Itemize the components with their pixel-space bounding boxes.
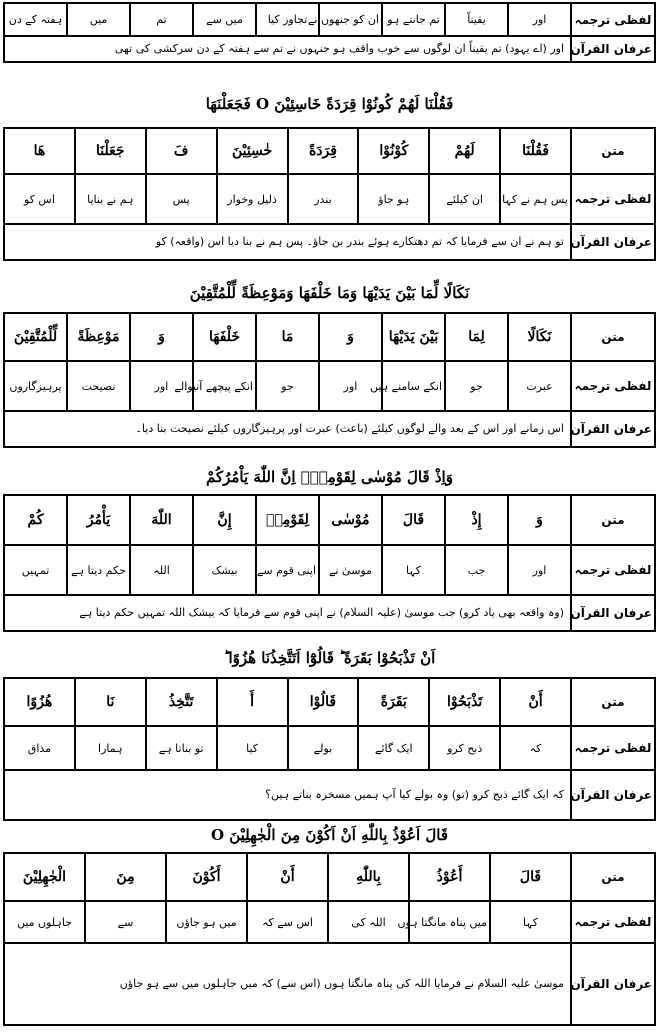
matn-word: وَ	[319, 313, 382, 361]
matn-word: وَ	[508, 495, 571, 545]
lafzi-word: بندر	[288, 174, 359, 224]
lafzi-word: ہمارا	[75, 726, 146, 770]
lafzi-word: اللہ	[130, 545, 193, 595]
matn-label: متن	[571, 128, 655, 174]
lafzi-word: اس سے کہ	[247, 901, 328, 943]
lafzi-word: اور	[319, 361, 382, 411]
matn-label: متن	[571, 678, 655, 726]
lafzi-word: ان کیلئے	[429, 174, 500, 224]
lafzi-word: تمہیں	[4, 545, 67, 595]
lafzi-word: مذاق	[4, 726, 75, 770]
verse-heading: نَكَالًا لِّمَا بَيْنَ يَدَيْهَا وَمَا خَلْفَهَا وَمَوْعِظَةً لِّلْمُتَّقِيْنَ	[189, 284, 470, 302]
matn-lafzi-table	[3, 677, 656, 771]
matn-word: الْجٰهِلِيْنَ	[4, 853, 85, 901]
matn-word: لَهُمْ	[429, 128, 500, 174]
lafzi-word: پس ہم نے کہا	[500, 174, 571, 224]
lafzi-word: نصیحت	[67, 361, 130, 411]
lafzi-word: اپنی قوم سے	[256, 545, 319, 595]
matn-word: بِاللّٰهِ	[328, 853, 409, 901]
lafzi-word: ذبح کرو	[429, 726, 500, 770]
matn-word: مُوْسٰى	[319, 495, 382, 545]
lafzi-label: لفظی ترجمہ	[571, 901, 655, 943]
irfan-text: اور (اے یہود) تم یقیناً ان لوگوں سے خوب واقف ہو جنہوں نے تم سے ہفتہ کے دن سرکشی کی تھی	[4, 36, 571, 62]
section-table	[3, 852, 656, 1026]
matn-word: قَالُوْا	[288, 678, 359, 726]
lafzi-word: جب	[445, 545, 508, 595]
irfan-table	[3, 410, 656, 448]
lafzi-word: بولے	[288, 726, 359, 770]
lafzi-word: اس کو	[4, 174, 75, 224]
lafzi-word: میں پناہ مانگتا ہوں	[409, 901, 490, 943]
lafzi-word: ہو جاؤ	[358, 174, 429, 224]
matn-word: اللّٰهَ	[130, 495, 193, 545]
lafzi-label: لفظی ترجمہ	[571, 726, 655, 770]
matn-word: بَقَرَةً	[358, 678, 429, 726]
verse-heading: فَقُلْنَا لَهُمْ كُونُوْا قِرَدَةً خَاسِئِيْنَ O فَجَعَلْنَهَا	[205, 95, 454, 113]
irfan-table	[3, 769, 656, 821]
lafzi-word: ہم نے بنایا	[75, 174, 146, 224]
matn-word: تَذْبَحُوْا	[429, 678, 500, 726]
matn-word: وَ	[130, 313, 193, 361]
matn-word: كُوْنُوْا	[358, 128, 429, 174]
lafzi-word: تو بناتا ہے	[146, 726, 217, 770]
matn-word: لِمَا	[445, 313, 508, 361]
word-cell: تم	[130, 3, 193, 36]
matn-word: فَ	[146, 128, 217, 174]
word-cell: تجاوز کیا	[256, 3, 319, 36]
matn-word: لِقَوْمِهٖ	[256, 495, 319, 545]
matn-word: أَنْ	[500, 678, 571, 726]
matn-lafzi-table	[3, 127, 656, 225]
lafzi-word: ذلیل وخوار	[217, 174, 288, 224]
lafzi-label: لفظی ترجمہ	[571, 174, 655, 224]
irfan-label: عرفان القرآن	[571, 943, 655, 1025]
matn-word: أَعُوْذُ	[409, 853, 490, 901]
matn-label: متن	[571, 853, 655, 901]
section-table	[3, 494, 656, 632]
matn-word: لِّلْمُتَّقِيْنَ	[4, 313, 67, 361]
word-cell: تم جانتے ہو	[382, 3, 445, 36]
matn-word: إِذْ	[445, 495, 508, 545]
verse-heading: وَاِذْ قَالَ مُوْسٰى لِقَوْمِهٖٓ اِنَّ اللّٰهَ يَاْمُرُكُمْ	[206, 468, 453, 486]
section-table	[3, 312, 656, 448]
lafzi-word: انکے سامنے ہیں	[382, 361, 445, 411]
matn-word: أَكُوْنَ	[166, 853, 247, 901]
lafzi-word: جو	[256, 361, 319, 411]
matn-word: إِنَّ	[193, 495, 256, 545]
lafzi-word: ایک گائے	[358, 726, 429, 770]
lafzi-word: پس	[146, 174, 217, 224]
section-table	[3, 127, 656, 261]
matn-word: مِنَ	[85, 853, 166, 901]
lafzi-word: موسیٰ نے	[319, 545, 382, 595]
verse-heading: اَنْ تَذْبَحُوْا بَقَرَةً ؕ قَالُوْٓا اَتَتَّخِذُنَا هُزُوًا ؕ	[223, 649, 436, 667]
lafzi-word: اللہ کی	[328, 901, 409, 943]
matn-word: نَكَالًا	[508, 313, 571, 361]
word-cell: ہفتہ کے دن	[4, 3, 67, 36]
lafzi-word: جو	[445, 361, 508, 411]
irfan-label: عرفان القرآن	[571, 36, 655, 62]
irfan-label: عرفان القرآن	[571, 595, 655, 631]
lafzi-word: پرہیزگاروں	[4, 361, 67, 411]
matn-word: أَنْ	[247, 853, 328, 901]
matn-word: قَالَ	[382, 495, 445, 545]
lafzi-word: انکے پیچھے آنیوالے	[193, 361, 256, 411]
irfan-table	[3, 942, 656, 1026]
word-cell: میں سے	[193, 3, 256, 36]
lafzi-word: کہ	[500, 726, 571, 770]
irfan-label: عرفان القرآن	[571, 224, 655, 260]
irfan-table	[3, 223, 656, 261]
irfan-text: اس زمانے اور اس کے بعد والے لوگوں کیلئے (باعث) عبرت اور پرہیزگاروں کیلئے نصیحت بنا دیا۔	[4, 411, 571, 447]
matn-word: فَقُلْنَا	[500, 128, 571, 174]
matn-word: مَا	[256, 313, 319, 361]
lafzi-label: لفظی ترجمہ	[571, 361, 655, 411]
lafzi-word: حکم دیتا ہے	[67, 545, 130, 595]
top-block	[3, 2, 656, 63]
irfan-text: تو ہم نے ان سے فرمایا کہ تم دھتکارے ہوئے بندر بن جاؤ۔ پس ہم نے بنا دیا اس (واقعہ) کو	[4, 224, 571, 260]
irfan-table	[3, 594, 656, 632]
matn-word: قِرَدَةً	[288, 128, 359, 174]
word-cell: میں	[67, 3, 130, 36]
matn-word: نَا	[75, 678, 146, 726]
matn-word: كُمْ	[4, 495, 67, 545]
lafzi-word: عبرت	[508, 361, 571, 411]
matn-label: متن	[571, 495, 655, 545]
irfan-text: (وہ واقعہ بھی یاد کرو) جب موسیٰ (علیہ السلام) نے اپنی قوم سے فرمایا کہ بیشک اللہ تمہیں حکم دیتا ہے	[4, 595, 571, 631]
lafzi-word: اور	[130, 361, 193, 411]
matn-word: مَوْعِظَةً	[67, 313, 130, 361]
irfan-text: موسیٰ علیہ السلام نے فرمایا اللہ کی پناہ مانگتا ہوں (اس سے) کہ میں جاہلوں میں سے ہو جاؤں	[4, 943, 571, 1025]
lafzi-word: اور	[508, 545, 571, 595]
lafzi-word: سے	[85, 901, 166, 943]
matn-label: متن	[571, 313, 655, 361]
top-lafzi-table	[3, 2, 656, 37]
lafzi-word: جاہلوں میں	[4, 901, 85, 943]
irfan-label: عرفان القرآن	[571, 411, 655, 447]
section-table	[3, 677, 656, 821]
matn-word: بَيْنَ يَدَيْهَا	[382, 313, 445, 361]
matn-word: جَعَلْنَا	[75, 128, 146, 174]
matn-word: خٰسِئِيْنَ	[217, 128, 288, 174]
lafzi-word: میں ہو جاؤں	[166, 901, 247, 943]
irfan-text: کہ ایک گائے ذبح کرو (تو) وہ بولے کیا آپ ہمیں مسخرہ بناتے ہیں؟	[4, 770, 571, 820]
matn-word: قَالَ	[490, 853, 571, 901]
word-cell: ان کو جنھوں نے	[319, 3, 382, 36]
lafzi-word: بیشک	[193, 545, 256, 595]
matn-word: خَلْفَهَا	[193, 313, 256, 361]
matn-word: هَا	[4, 128, 75, 174]
lafzi-label: لفظی ترجمہ	[571, 545, 655, 595]
matn-word: أَ	[217, 678, 288, 726]
irfan-label: عرفان القرآن	[571, 770, 655, 820]
word-cell: اور	[508, 3, 571, 36]
matn-word: تَتَّخِذُ	[146, 678, 217, 726]
word-cell: یقیناً	[445, 3, 508, 36]
matn-lafzi-table	[3, 312, 656, 412]
verse-heading: قَالَ اَعُوْذُ بِاللّٰهِ اَنْ اَكُوْنَ مِنَ الْجٰهِلِيْنَ O	[210, 826, 449, 844]
matn-word: يَأْمُرُ	[67, 495, 130, 545]
matn-lafzi-table	[3, 852, 656, 944]
matn-lafzi-table	[3, 494, 656, 596]
lafzi-word: کہا	[490, 901, 571, 943]
lafzi-word: کہا	[382, 545, 445, 595]
lafzi-label: لفظی ترجمہ	[571, 3, 655, 36]
lafzi-word: کیا	[217, 726, 288, 770]
matn-word: هُزُوًا	[4, 678, 75, 726]
top-irfan-table	[3, 35, 656, 63]
